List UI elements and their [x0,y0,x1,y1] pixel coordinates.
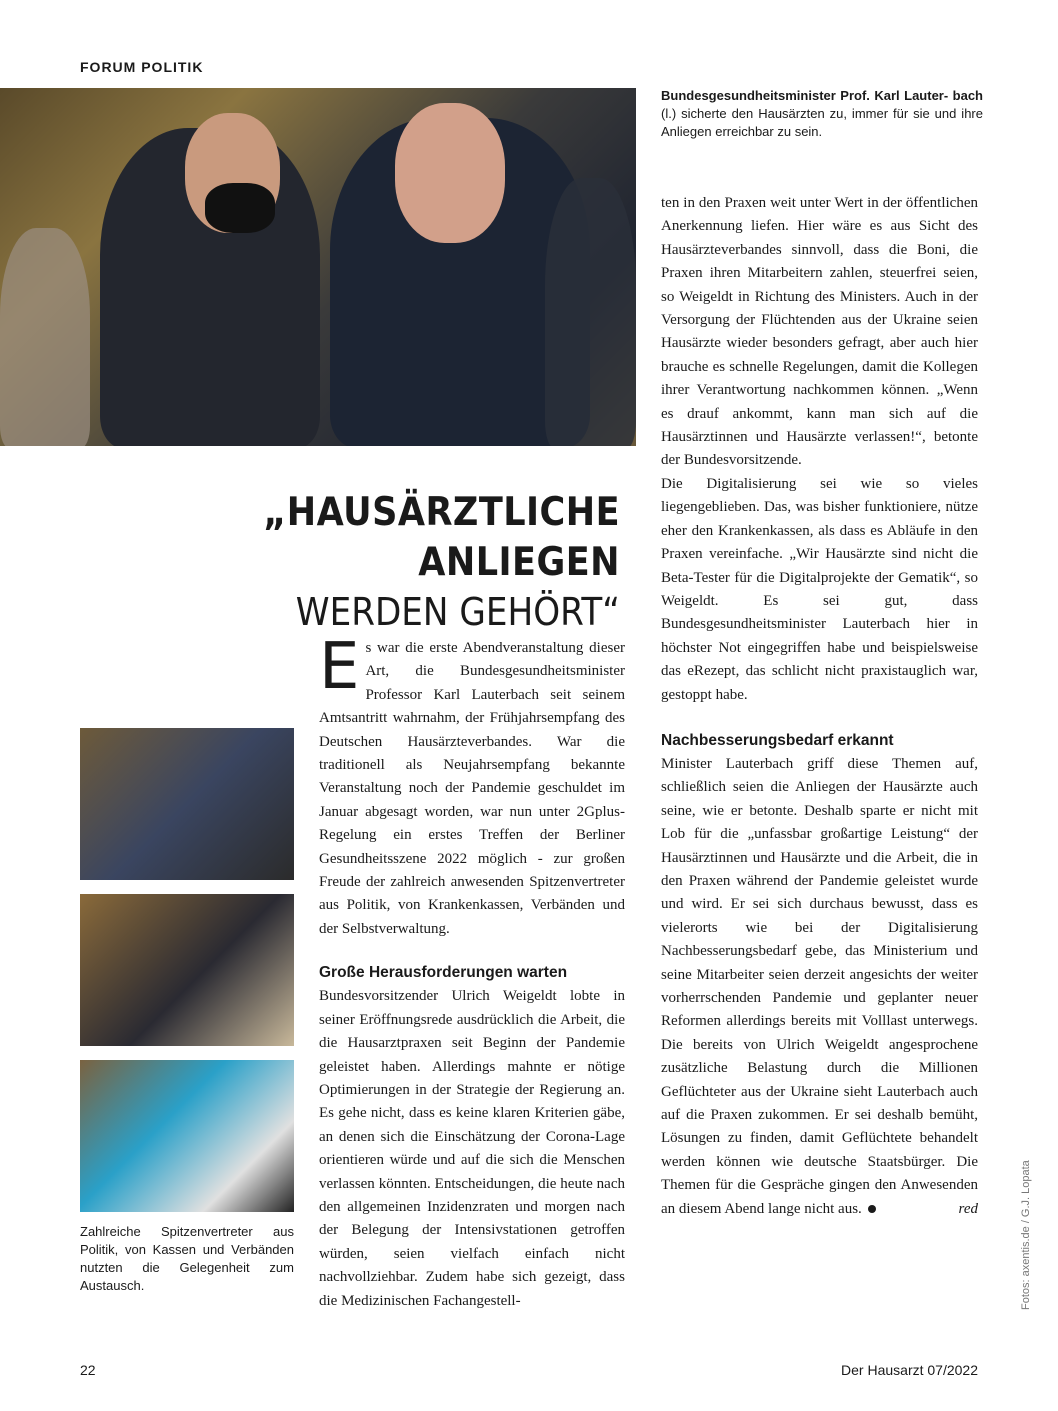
right-para2: Die Digitalisierung sei wie so vieles liegengeblieben. Das, was bisher funktioniere, nütze eher den Krankenkassen, als dass es Abläufe in den Praxen vereinfache. „Wir Hausärzte sind nicht die Beta-Tester für die Digitalprojekte der Gematik“, so Weigeldt. Es sei gut, dass Bundesgesundheitsminister Lauterbach hier in höchster Not eingegriffen habe und beispielsweise das eRezept, das schlicht nicht praxistauglich war, gestoppt habe. [661,475,978,703]
end-mark-icon [868,1205,876,1213]
main-photo [0,88,636,446]
small-photos-caption: Zahlreiche Spitzenvertreter aus Politik, von Kassen und Verbänden nutzten die Gelegenheit zum Austausch. [80,1224,294,1293]
publication-footer: Der Hausarzt 07/2022 [841,1362,978,1378]
headline [60,488,620,636]
right-para1: ten in den Praxen weit unter Wert in der öffentlichen Anerkennung liefen. Hier wäre es aus Sicht des Hausärzteverbandes sinnvoll, dass die Boni, die Praxen ihren Mitarbeitern zahlen, steuerfrei seien, so Weigeldt in Richtung des Ministers. Auch in der Versorgung der Flüchtenden aus der Ukraine seien Hausärzte wieder besonders gefragt, aber auch hier brauche es schnelle Regelungen, damit die Kollegen ihrer Verantwortung nachkommen können. „Wenn es drauf ankommt, kann man sich auf die Hausärztinnen und Hausärzte verlassen!“, betonte der Bundesvorsitzende. [661,195,978,469]
small-photo-2 [80,894,294,1046]
section2-heading: Nachbesserungsbedarf erkannt [661,731,894,749]
section1-heading: Große Herausforderungen warten [319,964,568,982]
middle-column [319,630,625,1313]
small-photo-3 [80,1060,294,1212]
small-photo-1 [80,728,294,880]
drop-cap: E [319,630,360,704]
right-column [661,192,978,1221]
right-para3: Minister Lauterbach griff diese Themen auf, schließlich seien die Anliegen der Hausärzte auch seine, wie er betonte. Deshalb sparte er nicht mit Lob für die „unfassbar großartige Leistung“ der Hausärztinnen und Hausärzte und die Arbeit, die in den Praxen während der Pandemie geleistet wurde und wird. Er sei sich durchaus bewusst, dass es vielerorts wie bei der Digitalisierung Nachbesserungsbedarf gebe, das Ministerium und seine Mitarbeiter seien derzeit angesichts der weiter vorherrschenden Pandemie und geplanter neuer Reformen allerdings bereits mit Volllast unterwegs. Die bereits von Ulrich Weigeldt angesprochene zusätzliche Belastung durch die Millionen Geflüchteter aus der Ukraine sieht Lauterbach auch auf die Praxen zukommen. Er sei deshalb bemüht, Lösungen zu finden, damit Geflüchtete behandelt werden können wie deutsche Staatsbürger. Die Themen für die Gespräche gingen den Anwesenden an diesem Abend lange nicht aus. red [661,753,978,1221]
section1-text: Bundesvorsitzender Ulrich Weigeldt lobte in seiner Eröffnungsrede ausdrücklich die Arbeit, die die Hausarztpraxen seit Beginn der Pandemie geleistet haben. Allerdings mahnte er nötige Optimierungen in der Strategie der Regierung an. Es gehe nicht, dass es keine klaren Kriterien gäbe, an denen sich die Einschätzung der Corona-Lage orientieren würde und auf die sich die Menschen verlassen könnten. Entscheidungen, die heute nach den allgemeinen Inzidenzraten und morgen nach der Belegung der Intensivstationen getroffen würden, seien vielfach einfach nicht nachvollziehbar. Zudem habe sich gezeigt, dass die Medizinischen Fachangestell- [319,988,625,1309]
main-photo-caption: Bundesgesundheitsminister Prof. Karl Lauter- bach (l.) sicherte den Hausärzten zu, immer für sie und ihre Anliegen erreichbar zu sein. [661,88,983,139]
page-number: 22 [80,1362,96,1378]
photo-credit: Fotos: axentis.de / G.J. Lopata [1020,1160,1032,1310]
author-signature: red [958,1200,978,1217]
headline-line2: WERDEN GEHÖRT“ [295,590,620,634]
intro-paragraph: Es war die erste Abendveranstaltung dieser Art, die Bundesgesundheitsminister Professor Karl Lauterbach seit seinem Amtsantritt wahrnahm, der Frühjahrsempfang des Deutschen Hausärzteverbandes. War die traditionell als Neujahrsempfang bekannte Veranstaltung noch der Pandemie geschuldet im Januar abgesagt worden, war nun unter 2Gplus-Regelung ein erstes Treffen der Berliner Gesundheitsszene 2022 möglich - zur großen Freude der zahlreich anwesenden Spitzenvertreter aus Politik, von Krankenkassen, Verbänden und der Selbstverwaltung. [319,630,625,937]
headline-line1: „HAUSÄRZTLICHE ANLIEGEN [263,490,620,585]
section-kicker: FORUM POLITIK [80,59,204,75]
